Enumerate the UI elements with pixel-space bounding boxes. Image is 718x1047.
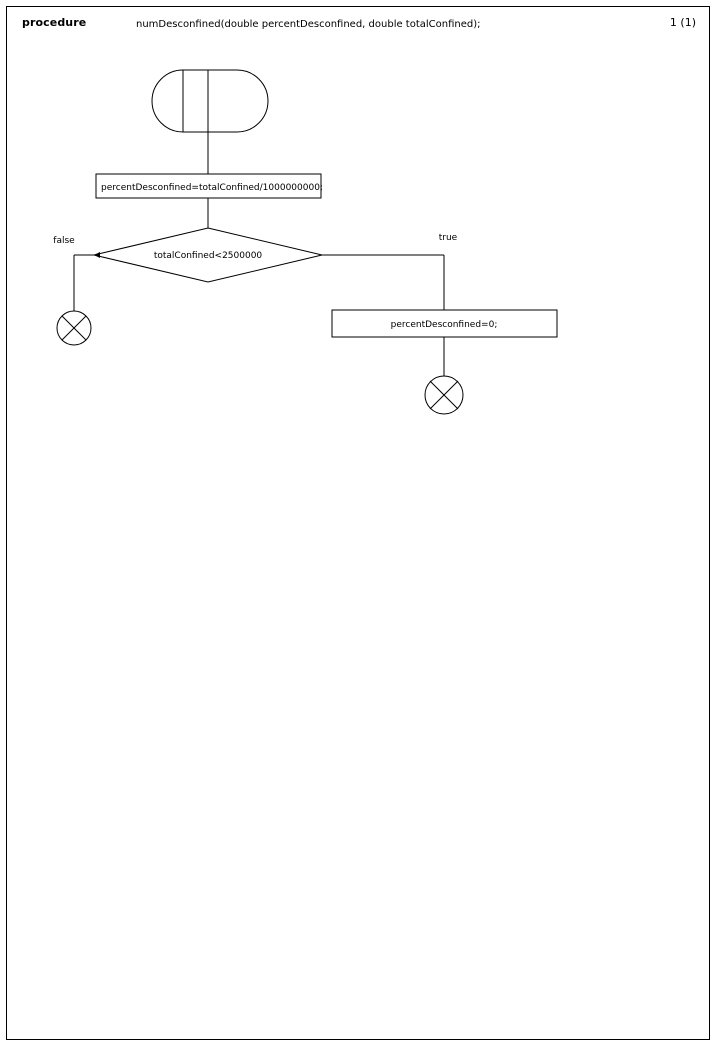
header-label: procedure bbox=[22, 16, 87, 29]
node-assign2-label: percentDesconfined=0; bbox=[390, 320, 498, 330]
branch-true-label: true bbox=[438, 233, 458, 243]
node-decision bbox=[94, 228, 322, 282]
procedure-signature: numDesconfined(double percentDesconfined, double totalConfined); bbox=[136, 19, 481, 30]
branch-false bbox=[53, 236, 100, 311]
node-decision-label: totalConfined<2500000 bbox=[153, 251, 263, 261]
node-assign2 bbox=[332, 310, 557, 337]
page-number: 1 (1) bbox=[669, 16, 696, 29]
node-assign1-label: percentDesconfined=totalConfined/1000000000; bbox=[101, 183, 323, 193]
branch-false-label: false bbox=[53, 236, 75, 246]
node-start bbox=[152, 70, 268, 132]
branch-true bbox=[322, 233, 458, 310]
node-end-true bbox=[425, 376, 463, 414]
node-end-false bbox=[57, 311, 91, 345]
node-assign1 bbox=[96, 174, 323, 198]
